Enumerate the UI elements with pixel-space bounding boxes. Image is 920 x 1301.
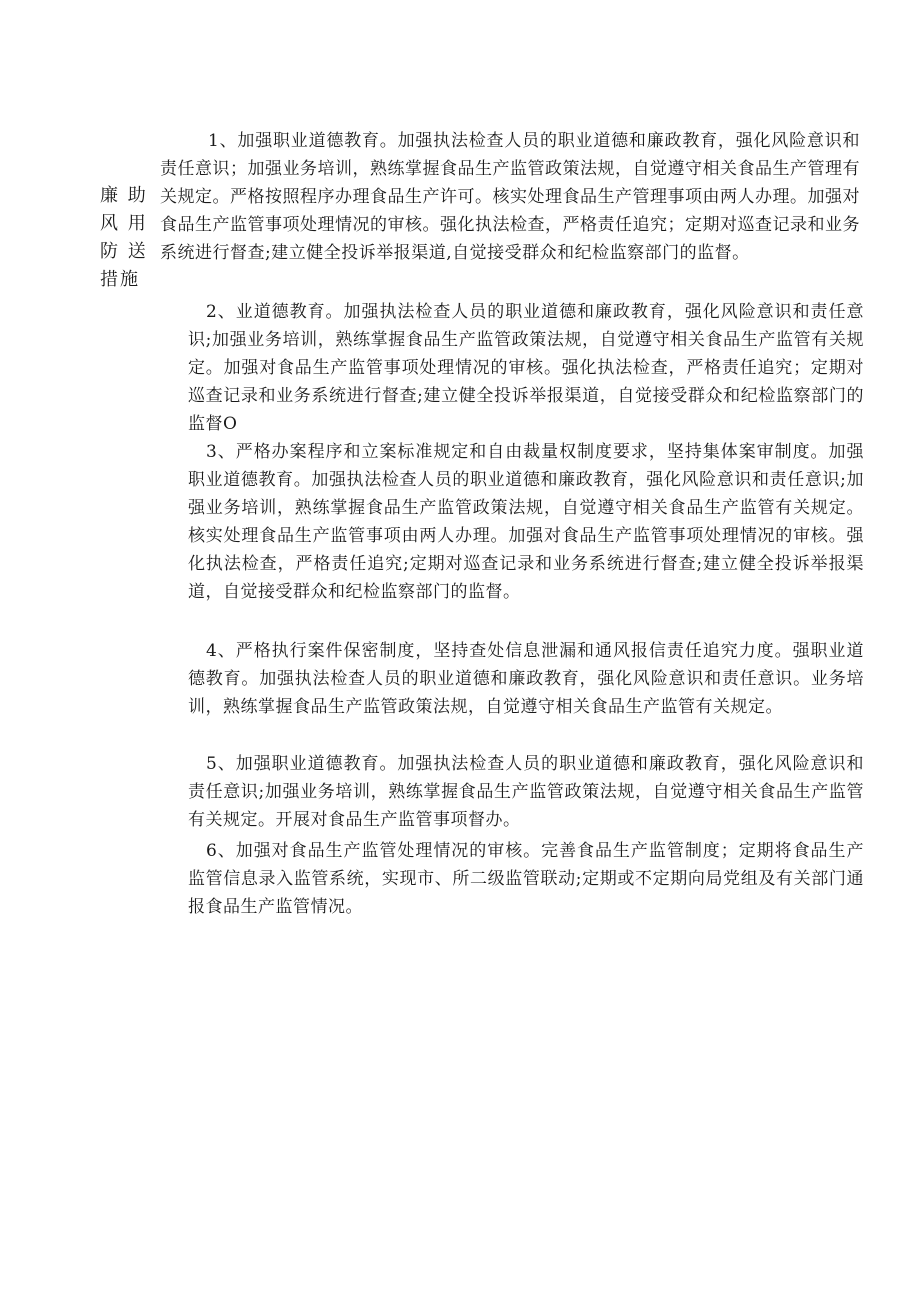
row-label-line: 措施: [100, 269, 140, 290]
measure-paragraph-5: 5、加强职业道德教育。加强执法检查人员的职业道德和廉政教育，强化风险意识和责任意识;加强业务培训，熟练掌握食品生产监管政策法规，自觉遵守相关食品生产监管有关规定。开展对食品生产监管事项督办。: [188, 754, 864, 830]
measure-paragraph-1: 1、加强职业道德教育。加强执法检查人员的职业道德和廉政教育，强化风险意识和责任意识；加强业务培训，熟练掌握食品生产监管政策法规，自觉遵守相关食品生产管理有关规定。严格按照程序办理食品生产许可。核实处理食品生产管理事项由两人办理。加强对食品生产监管事项处理情况的审核。强化执法检查，严格责任追究；定期对巡查记录和业务系统进行督查;建立健全投诉举报渠道,自觉接受群众和纪检监察部门的监督。: [160, 131, 860, 263]
row-label-line: 防 送: [100, 241, 148, 262]
measure-paragraph-6: 6、加强对食品生产监管处理情况的审核。完善食品生产监管制度；定期将食品生产监管信息录入监管系统，实现市、所二级监管联动;定期或不定期向局党组及有关部门通报食品生产监管情况。: [188, 841, 864, 917]
row-label-line: 廉 助: [100, 185, 148, 206]
measure-paragraph-3: 3、严格办案程序和立案标准规定和自由裁量权制度要求，坚持集体案审制度。加强职业道德教育。加强执法检查人员的职业道德和廉政教育，强化风险意识和责任意识;加强业务培训，熟练掌握食品生产监管政策法规，自觉遵守相关食品生产监管有关规定。核实处理食品生产监管事项由两人办理。加强对食品生产监管事项处理情况的审核。强化执法检查，严格责任追究;定期对巡查记录和业务系统进行督查;建立健全投诉举报渠道，自觉接受群众和纪检监察部门的监督。: [188, 442, 864, 602]
measure-paragraph-2: 2、业道德教育。加强执法检查人员的职业道德和廉政教育，强化风险意识和责任意识;加强业务培训，熟练掌握食品生产监管政策法规，自觉遵守相关食品生产监管有关规定。加强对食品生产监管事项处理情况的审核。强化执法检查，严格责任追究；定期对巡查记录和业务系统进行督查;建立健全投诉举报渠道，自觉接受群众和纪检监察部门的监督O: [188, 302, 864, 434]
measure-paragraph-4: 4、严格执行案件保密制度，坚持查处信息泄漏和通风报信责任追究力度。强职业道德教育。加强执法检查人员的职业道德和廉政教育，强化风险意识和责任意识。业务培训，熟练掌握食品生产监管政策法规，自觉遵守相关食品生产监管有关规定。: [188, 641, 864, 717]
row-label-anti-corruption-measures: [100, 182, 160, 294]
row-label-line: 风 用: [100, 213, 148, 234]
